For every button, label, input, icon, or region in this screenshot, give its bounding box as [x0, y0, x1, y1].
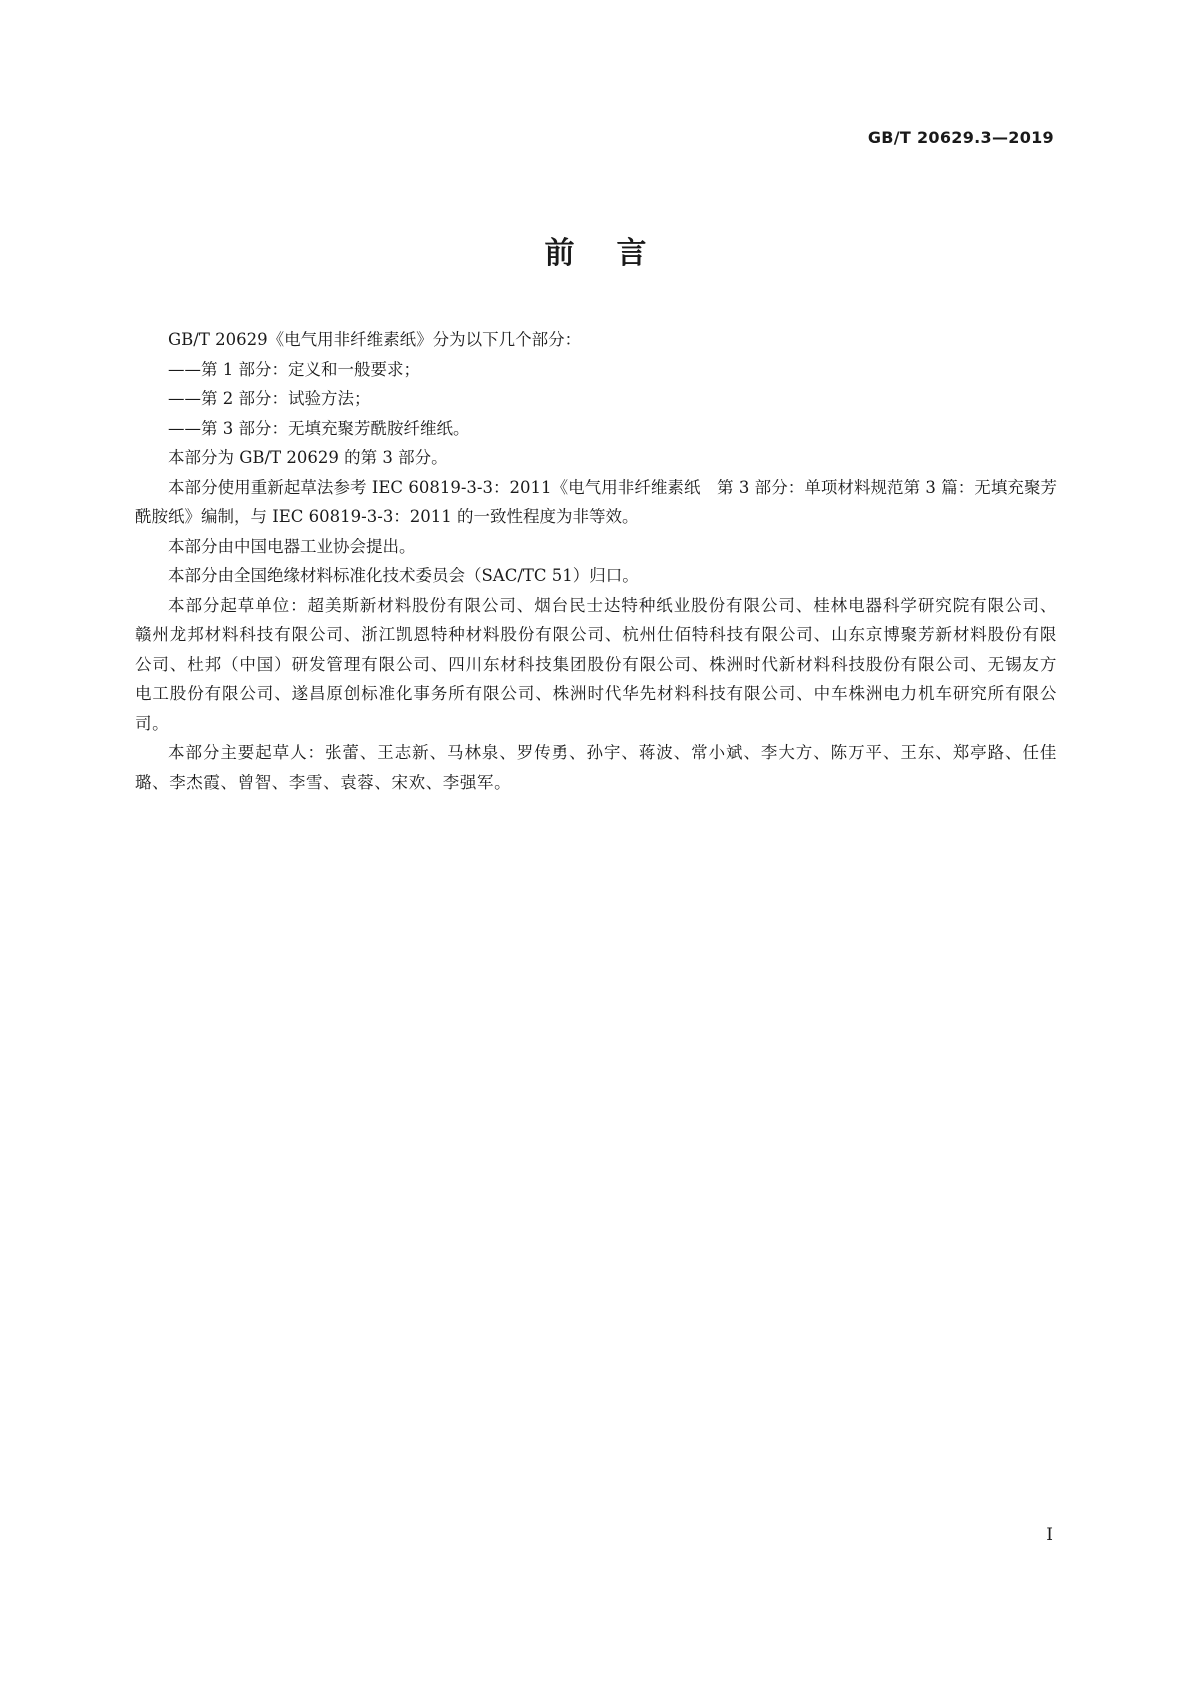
standard-number: GB/T 20629.3—2019 [867, 128, 1054, 147]
list-item-part-3: ——第 3 部分：无填充聚芳酰胺纤维纸。 [168, 418, 470, 438]
page-title: 前言 [544, 236, 689, 271]
paragraph-this-part: 本部分为 GB/T 20629 的第 3 部分。 [168, 448, 448, 467]
paragraph-drafting-units: 本部分起草单位：超美斯新材料股份有限公司、烟台民士达特种纸业股份有限公司、桂林电器科学研究院有限公司、赣州龙邦材料科技有限公司、浙江凯恩特种材料股份有限公司、杭州仕佰特科技有限公司、山东京博聚芳新材料股份有限公司、杜邦（中国）研发管理有限公司、四川东材科技集团股份有限公司、株洲时代新材料科技股份有限公司、无锡友方电工股份有限公司、遂昌原创标准化事务所有限公司、株洲时代华先材料科技有限公司、中车株洲电力机车研究所有限公司。 [135, 595, 1057, 733]
paragraph-parts-intro: GB/T 20629《电气用非纤维素纸》分为以下几个部分： [168, 330, 582, 349]
list-item-part-1: ——第 1 部分：定义和一般要求； [168, 359, 420, 379]
paragraph-reference: 本部分使用重新起草法参考 IEC 60819-3-3：2011《电气用非纤维素纸 第 3 部分：单项材料规范第 3 篇：无填充聚芳酰胺纸》编制，与 IEC 60819-3-3：2011 的一致性程度为非等效。 [135, 477, 1057, 526]
paragraph-drafters: 本部分主要起草人：张蕾、王志新、马林泉、罗传勇、孙宇、蒋波、常小斌、李大方、陈万平、王东、郑亭路、任佳璐、李杰霞、曾智、李雪、袁蓉、宋欢、李强军。 [135, 743, 1057, 792]
page-number: I [1046, 1525, 1053, 1545]
paragraph-proposed-by: 本部分由中国电器工业协会提出。 [168, 536, 416, 556]
list-item-part-2: ——第 2 部分：试验方法； [168, 389, 371, 408]
paragraph-centralized-by: 本部分由全国绝缘材料标准化技术委员会（SAC/TC 51）归口。 [168, 566, 639, 585]
foreword-body [135, 325, 1057, 797]
